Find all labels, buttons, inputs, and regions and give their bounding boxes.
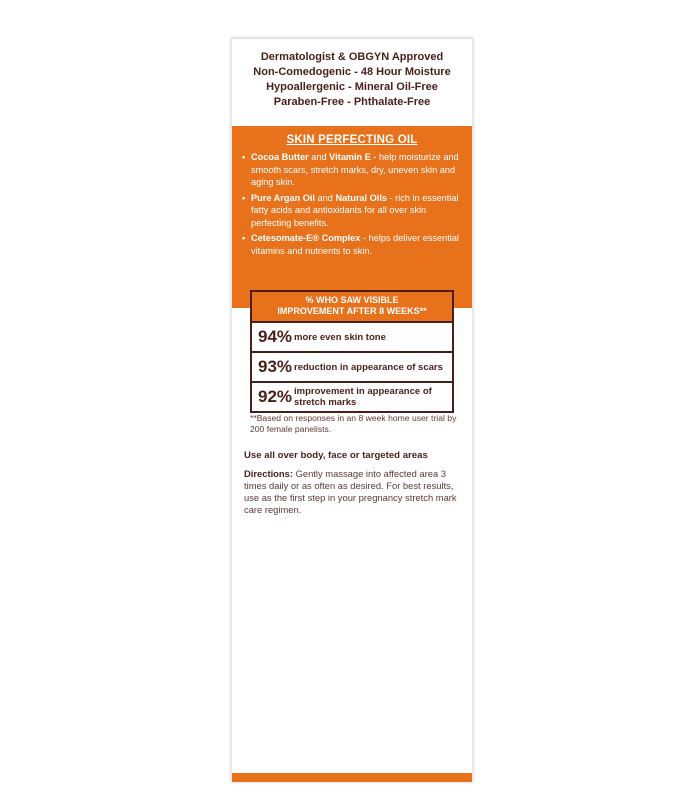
- box-top-edge: [232, 38, 472, 39]
- result-description: reduction in appearance of scars: [294, 361, 443, 373]
- result-percentage: 93%: [258, 357, 293, 376]
- product-box-panel: [231, 38, 473, 782]
- claims-block: [232, 50, 472, 110]
- result-percentage: 92%: [258, 387, 293, 406]
- claim-line: Hypoallergenic - Mineral Oil-Free: [266, 81, 438, 93]
- results-header: % WHO SAW VISIBLE IMPROVEMENT AFTER 8 WEEKS**: [252, 292, 452, 321]
- study-footnote: **Based on responses in an 8 week home user trial by 200 female panelists.: [250, 413, 457, 434]
- box-bottom-bar: [232, 773, 472, 782]
- benefit-item: • Pure Argan Oil and Natural Oils - rich in essential fatty acids and antioxidants for all over skin perfecting benefits.: [242, 192, 459, 228]
- bullet-icon: •: [242, 192, 246, 203]
- results-row: [252, 381, 452, 411]
- result-description: improvement in appearance of stretch marks: [294, 386, 432, 408]
- benefit-list: [232, 151, 472, 257]
- directions-label: Directions:: [244, 468, 293, 479]
- benefit-item: • Cocoa Butter and Vitamin E - help moisturize and smooth scars, stretch marks, dry, uneven skin and aging skin.: [242, 152, 459, 187]
- directions-text: [244, 468, 460, 516]
- claim-line: Dermatologist & OBGYN Approved: [260, 51, 444, 63]
- result-description: more even skin tone: [294, 331, 386, 343]
- results-row: [252, 321, 452, 351]
- claim-line: Paraben-Free - Phthalate-Free: [273, 96, 431, 108]
- skin-perfecting-oil-panel: [232, 126, 472, 308]
- benefit-item: • Cetesomate-E® Complex - helps deliver essential vitamins and nutrients to skin.: [242, 233, 459, 256]
- usage-note: Use all over body, face or targeted areas: [244, 450, 428, 461]
- results-table: [250, 290, 454, 413]
- directions-body: Gently massage into affected area 3 times daily or as often as desired. For best results, use as the first step in your pregnancy stretch mark care regimen.: [244, 468, 457, 515]
- result-percentage: 94%: [258, 327, 293, 346]
- panel-title: SKIN PERFECTING OIL: [286, 134, 418, 146]
- claim-line: Non-Comedogenic - 48 Hour Moisture: [253, 66, 451, 78]
- bullet-icon: •: [242, 233, 246, 243]
- bullet-icon: •: [242, 152, 246, 162]
- results-row: [252, 351, 452, 381]
